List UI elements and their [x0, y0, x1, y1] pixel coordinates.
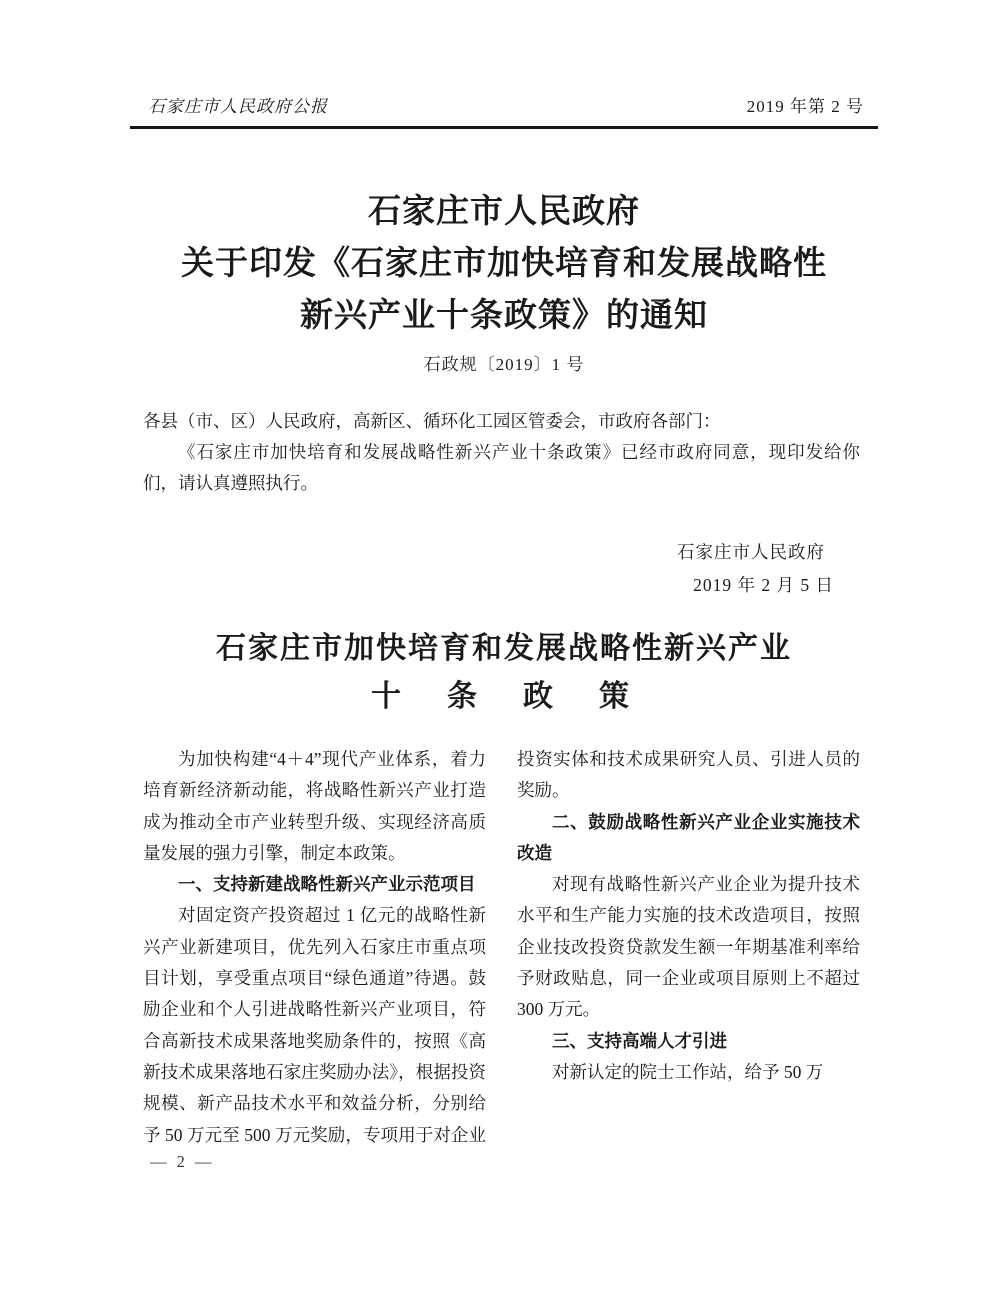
gazette-name: 石家庄市人民政府公报 [148, 97, 328, 116]
policy-section-3-paragraph: 对新认定的院士工作站，给予 50 万 [552, 1061, 824, 1082]
policy-section-2-heading: 二、鼓励战略性新兴产业企业实施技术改造 [517, 811, 860, 863]
signature-block [143, 536, 860, 602]
policy-section-3-heading: 三、支持高端人才引进 [552, 1030, 727, 1051]
signature-date: 2019 年 2 月 5 日 [693, 575, 834, 595]
running-header [130, 96, 878, 129]
policy-title-line2: 十 条 政 策 [371, 680, 637, 713]
policy-title-line1: 石家庄市加快培育和发展战略性新兴产业 [216, 632, 792, 665]
doc-number: 石政规〔2019〕1 号 [423, 355, 585, 374]
policy-section-2-paragraph: 对现有战略性新兴产业企业为提升技术水平和生产能力实施的技术改造项目，按照企业技改投资贷款发生额一年期基准利率给予财政贴息，同一企业或项目原则上不超过 300 万元。 [517, 874, 860, 1020]
notice-paragraph: 《石家庄市加快培育和发展战略性新兴产业十条政策》已经市政府同意，现印发给你们，请认真遵照执行。 [143, 442, 860, 493]
page-number: — 2 — [150, 1152, 215, 1171]
notice-title-line3: 新兴产业十条政策》的通知 [300, 298, 708, 334]
policy-body-columns [143, 744, 860, 1154]
policy-section-1-heading: 一、支持新建战略性新兴产业示范项目 [178, 874, 476, 895]
signature-signer: 石家庄市人民政府 [677, 542, 825, 562]
issue-label: 2019 年第 2 号 [746, 97, 864, 116]
policy-section-1-paragraph: 对固定资产投资超过 1 亿元的战略性新兴产业新建项目，优先列入石家庄市重点项目计划，享受重点项目“绿色通道”待遇。鼓励企业和个人引进战略性新兴产业项目，符合高新技术成果落地奖励条件的，按照《高新技术成果落地石家庄奖励办法》，根据投资规模、新产品技术水平和效益分析，分别给予 50 万元至 500 万元奖励，专项用于对企业投资实体和技术成果研究人员、引进人员的奖励。 [143, 749, 860, 1145]
notice-title-line2: 关于印发《石家庄市加快培育和发展战略性 [181, 246, 827, 282]
policy-intro-paragraph: 为加快构建“4＋4”现代产业体系，着力培育新经济新动能，将战略性新兴产业打造成为推动全市产业转型升级、实现经济高质量发展的强力引擎，制定本政策。 [143, 749, 486, 863]
notice-title-line1: 石家庄市人民政府 [368, 194, 640, 230]
policy-title [130, 626, 878, 722]
notice-salutation: 各县（市、区）人民政府，高新区、循环化工园区管委会，市政府各部门： [143, 411, 721, 431]
notice-body [143, 406, 860, 499]
notice-title [130, 186, 878, 342]
